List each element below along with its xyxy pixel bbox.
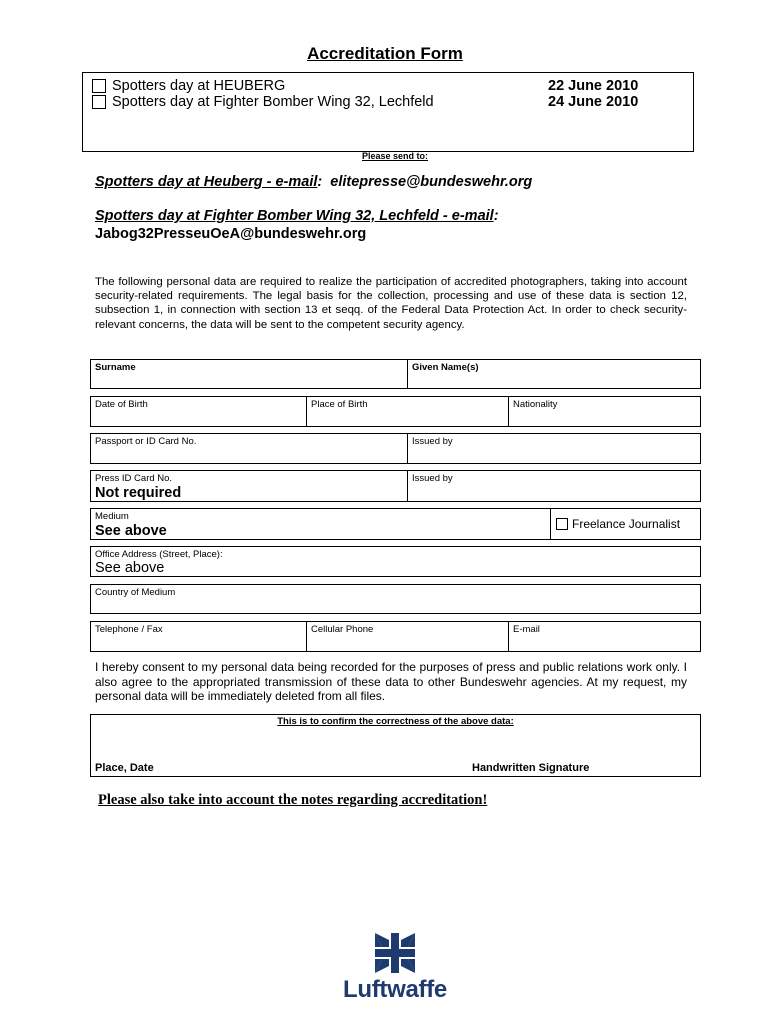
medium-value: See above (95, 523, 167, 539)
issued-by-label: Issued by (412, 473, 453, 484)
form-title: Accreditation Form (307, 44, 463, 63)
press-id-field[interactable] (90, 470, 408, 502)
consent-paragraph: I hereby consent to my personal data being recorded for the purposes of press and public relations work only. I also agree to the appropriated transmission of these data to other Bundeswehr agencies. At my request, my personal data will be immediately deleted from all files. (95, 660, 687, 703)
email-lechfeld-line (95, 208, 499, 224)
freelance-checkbox[interactable] (556, 518, 568, 530)
freelance-option[interactable] (556, 517, 680, 531)
email-heuberg-line (95, 174, 532, 190)
email-lechfeld-label: Spotters day at Fighter Bomber Wing 32, Lechfeld - e-mail (95, 208, 494, 224)
place-date-label: Place, Date (95, 762, 154, 774)
event-name: Spotters day at Fighter Bomber Wing 32, Lechfeld (112, 94, 434, 110)
nationality-label: Nationality (513, 399, 558, 410)
cellular-label: Cellular Phone (311, 624, 374, 635)
country-of-medium-field[interactable] (90, 584, 701, 614)
cellular-field[interactable] (306, 621, 509, 652)
office-address-value: See above (95, 560, 165, 576)
telephone-field[interactable] (90, 621, 307, 652)
office-address-label: Office Address (Street, Place): (95, 549, 223, 560)
passport-label: Passport or ID Card No. (95, 436, 197, 447)
press-id-value: Not required (95, 485, 182, 501)
confirmation-box[interactable] (90, 714, 701, 777)
nationality-field[interactable] (508, 396, 701, 427)
intro-paragraph: The following personal data are required to realize the participation of accredited photographers, taking into account security-related requirements. The legal basis for the collection, processing and use of these data is section 12, subsection 1, in connection with section 13 et seqq. of the Federal Data Protection Act. In order to check security-relevant concerns, the data will be sent to the competent security agency. (95, 276, 687, 331)
email-heuberg-sep: : (317, 174, 323, 190)
freelance-field (550, 508, 701, 540)
signature-label: Handwritten Signature (472, 762, 590, 774)
iron-cross-icon (373, 931, 417, 975)
passport-field[interactable] (90, 433, 408, 464)
date-of-birth-field[interactable] (90, 396, 307, 427)
email-label: E-mail (513, 624, 540, 635)
office-address-field[interactable] (90, 546, 701, 577)
event-checkbox-lechfeld[interactable] (92, 95, 106, 109)
given-names-field[interactable] (407, 359, 701, 389)
country-of-medium-label: Country of Medium (95, 587, 176, 598)
email-lechfeld-address[interactable]: Jabog32PresseuOeA@bundeswehr.org (95, 226, 367, 242)
email-lechfeld-sep: : (493, 208, 499, 224)
luftwaffe-logo-text: Luftwaffe (343, 976, 447, 1003)
issued-by-label: Issued by (412, 436, 453, 447)
event-date: 22 June 2010 (548, 78, 639, 94)
surname-field[interactable] (90, 359, 408, 389)
event-date: 24 June 2010 (548, 94, 639, 110)
passport-issued-by-field[interactable] (407, 433, 701, 464)
date-of-birth-label: Date of Birth (95, 399, 148, 410)
press-id-label: Press ID Card No. (95, 473, 173, 484)
medium-label: Medium (95, 511, 129, 522)
please-send-label: Please send to: (361, 151, 429, 161)
event-name: Spotters day at HEUBERG (112, 78, 286, 94)
email-heuberg-address[interactable]: elitepresse@bundeswehr.org (330, 174, 533, 190)
freelance-label: Freelance Journalist (572, 517, 681, 531)
medium-field[interactable] (90, 508, 551, 540)
accreditation-notes: Please also take into account the notes regarding accreditation! (98, 792, 488, 808)
place-of-birth-field[interactable] (306, 396, 509, 427)
place-of-birth-label: Place of Birth (311, 399, 368, 410)
given-names-label: Given Name(s) (412, 362, 479, 373)
email-field[interactable] (508, 621, 701, 652)
telephone-label: Telephone / Fax (95, 624, 163, 635)
event-checkbox-heuberg[interactable] (92, 79, 106, 93)
email-heuberg-label: Spotters day at Heuberg - e-mail (95, 174, 318, 190)
surname-label: Surname (95, 362, 136, 373)
press-issued-by-field[interactable] (407, 470, 701, 502)
event-option-lechfeld[interactable] (92, 93, 434, 111)
confirmation-heading: This is to confirm the correctness of the above data: (277, 716, 514, 727)
